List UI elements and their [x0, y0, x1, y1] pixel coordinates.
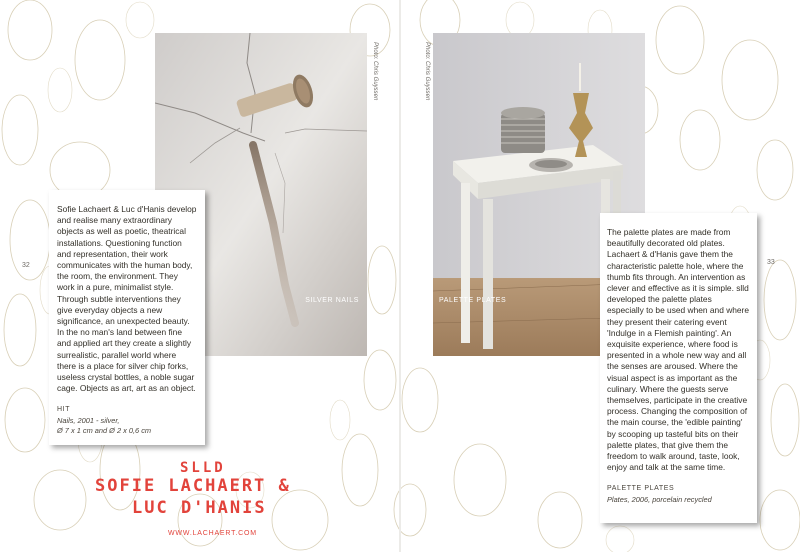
logo-name-line1: SOFIE LACHAERT & [95, 476, 291, 496]
left-page-number: 32 [22, 262, 30, 269]
left-photo-credit: Photo: Chris Guyssen [372, 42, 378, 101]
left-caption-line1: Nails, 2001 - silver, [57, 415, 120, 425]
right-caption-title: PALETTE PLATES [607, 485, 675, 493]
right-caption-line1: Plates, 2006, porcelain recycled [607, 494, 712, 504]
left-text-box [49, 190, 205, 445]
logo-name-line2: LUC D'HANIS [132, 498, 267, 518]
left-caption-title: HIT [57, 406, 71, 414]
logo-slld: SLLD [180, 460, 226, 476]
silver-nails-label: SILVER NAILS [305, 297, 359, 304]
right-text-box [600, 213, 757, 523]
right-body-text: The palette plates are made from beautifully decorated old plates. Lachaert & d'Hanis gave them the characteristic palette hole, where the thumb fits through. An intervention as clever and effective as it is simple. slld developed the palette plates especially to be used when and where they present their catering event 'Indulge in a Flemish painting'. An exquisite experience, where food is presented in a whole new way and all the senses are aroused. Where the visual aspect is as important as the culinary. Where the guests serve themselves, participate in the creative process. Changing the composition of the main course, the 'edible painting' by scooping up tasteful bits on their palette plates, that give them the freedom to walk around, taste, look, enjoy and talk at the same time. [607, 227, 750, 473]
right-photo-credit: Photo: Chris Guyssen [424, 42, 430, 101]
website-link[interactable]: WWW.LACHAERT.COM [168, 530, 257, 537]
right-page-number: 33 [767, 259, 775, 266]
left-caption-line2: Ø 7 x 1 cm and Ø 2 x 0,6 cm [57, 425, 152, 435]
left-body-text: Sofie Lachaert & Luc d'Hanis develop and realise many extraordinary objects as well as poetic, theatrical installations. Questioning function and representation, their work communicates with the human body, the room, the environment. They work in a pure, minimalist style. Through subtle interventions they give everyday objects a new significance, an unexpected beauty. In the no man's land between fine and applied art they create a slightly surrealistic, parallel world where there is a place for silver chip forks, useless crystal bottles, a noble sugar cage. Objects as art, art as an object. [57, 204, 197, 394]
palette-plates-label: PALETTE PLATES [439, 297, 507, 304]
page-spine [399, 0, 401, 552]
